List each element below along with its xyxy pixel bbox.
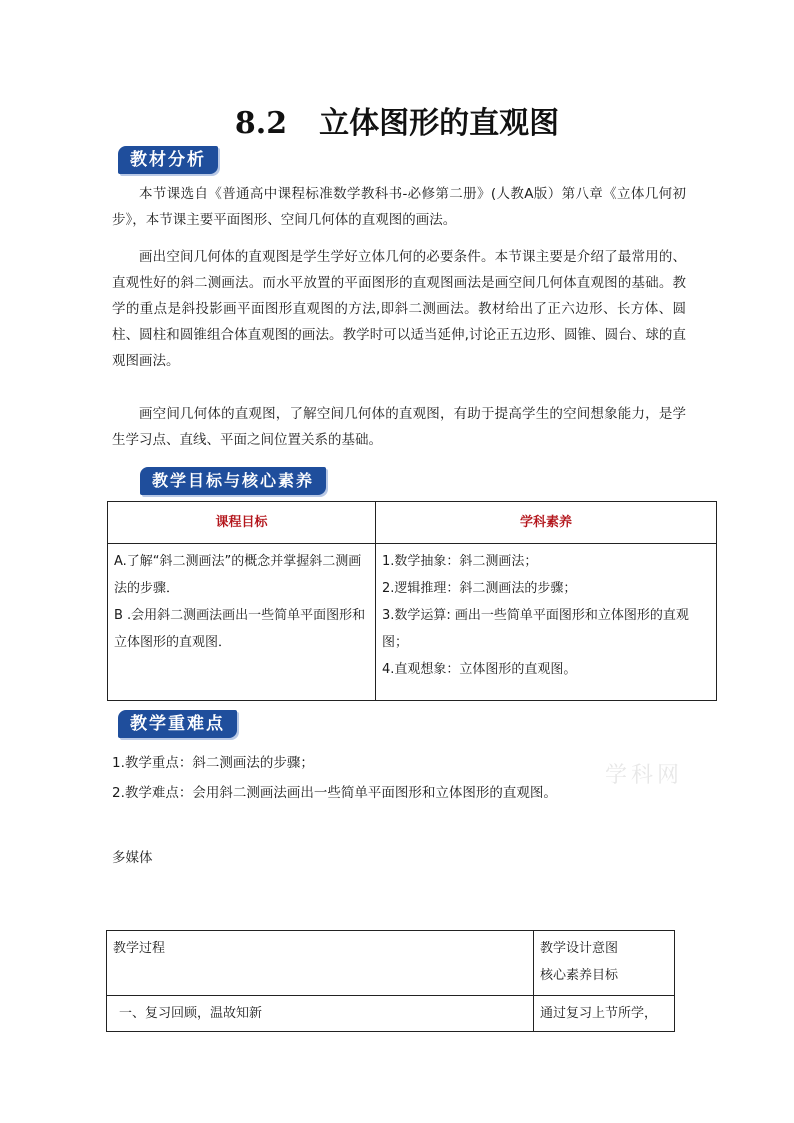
media-line: 多媒体 (112, 850, 153, 866)
design-intent-label: 教学设计意图 (540, 941, 619, 956)
process-header-left: 教学过程 (107, 931, 534, 996)
literacy-item: 2.逻辑推理：斜二测画法的步骤； (382, 581, 577, 596)
process-step-intent: 通过复习上节所学， (534, 996, 675, 1032)
analysis-paragraph-1: 本节课选自《普通高中课程标准数学教科书-必修第二册》(人教A版）第八章《立体几何初步》，本节课主要平面图形、空间几何体的直观图的画法。 (112, 186, 686, 228)
analysis-paragraph-3: 画空间几何体的直观图，了解空间几何体的直观图，有助于提高学生的空间想象能力，是学生学习点、直线、平面之间位置关系的基础。 (112, 406, 686, 448)
goals-table (107, 501, 717, 701)
page-title (0, 98, 794, 142)
keypoint-focus: 1.教学重点：斜二测画法的步骤； (112, 755, 314, 771)
section-badge-analysis: 教材分析 (118, 146, 218, 174)
title-text: 立体图形的直观图 (319, 106, 560, 141)
header-literacy: 学科素养 (376, 502, 717, 544)
core-literacy-label: 核心素养目标 (540, 968, 619, 983)
keypoint-difficulty: 2.教学难点：会用斜二测画法画出一些简单平面图形和立体图形的直观图。 (112, 785, 557, 801)
section-badge-keypoints: 教学重难点 (118, 710, 237, 738)
course-goals-cell (108, 544, 376, 701)
course-goal-b: B .会用斜二测画法画出一些简单平面图形和立体图形的直观图． (114, 608, 366, 650)
literacy-item: 1.数学抽象：斜二测画法； (382, 554, 538, 569)
header-course-goals: 课程目标 (108, 502, 376, 544)
literacy-item: 4.直观想象：立体图形的直观图。 (382, 662, 577, 677)
literacy-cell (376, 544, 717, 701)
process-header-right (534, 931, 675, 996)
literacy-item: 3.数学运算: 画出一些简单平面图形和立体图形的直观图； (382, 608, 689, 650)
process-step-review: 一、复习回顾，温故知新 (107, 996, 534, 1032)
analysis-paragraph-2: 画出空间几何体的直观图是学生学好立体几何的必要条件。本节课主要是介绍了最常用的、直观性好的斜二测画法。而水平放置的平面图形的直观图画法是画空间几何体直观图的基础。教学的重点是斜投影画平面图形直观图的方法,即斜二测画法。教材给出了正六边形、长方体、圆柱、圆柱和圆锥组合体直观图的画法。教学时可以适当延伸,讨论正五边形、圆锥、圆台、球的直观图画法。 (112, 249, 686, 369)
section-badge-goals: 教学目标与核心素养 (140, 467, 326, 495)
process-table (106, 930, 675, 1032)
section-number: 8.2 (234, 106, 288, 141)
watermark: 学科网 (605, 763, 684, 788)
course-goal-a: A.了解“斜二测画法”的概念并掌握斜二测画法的步骤． (114, 554, 362, 596)
